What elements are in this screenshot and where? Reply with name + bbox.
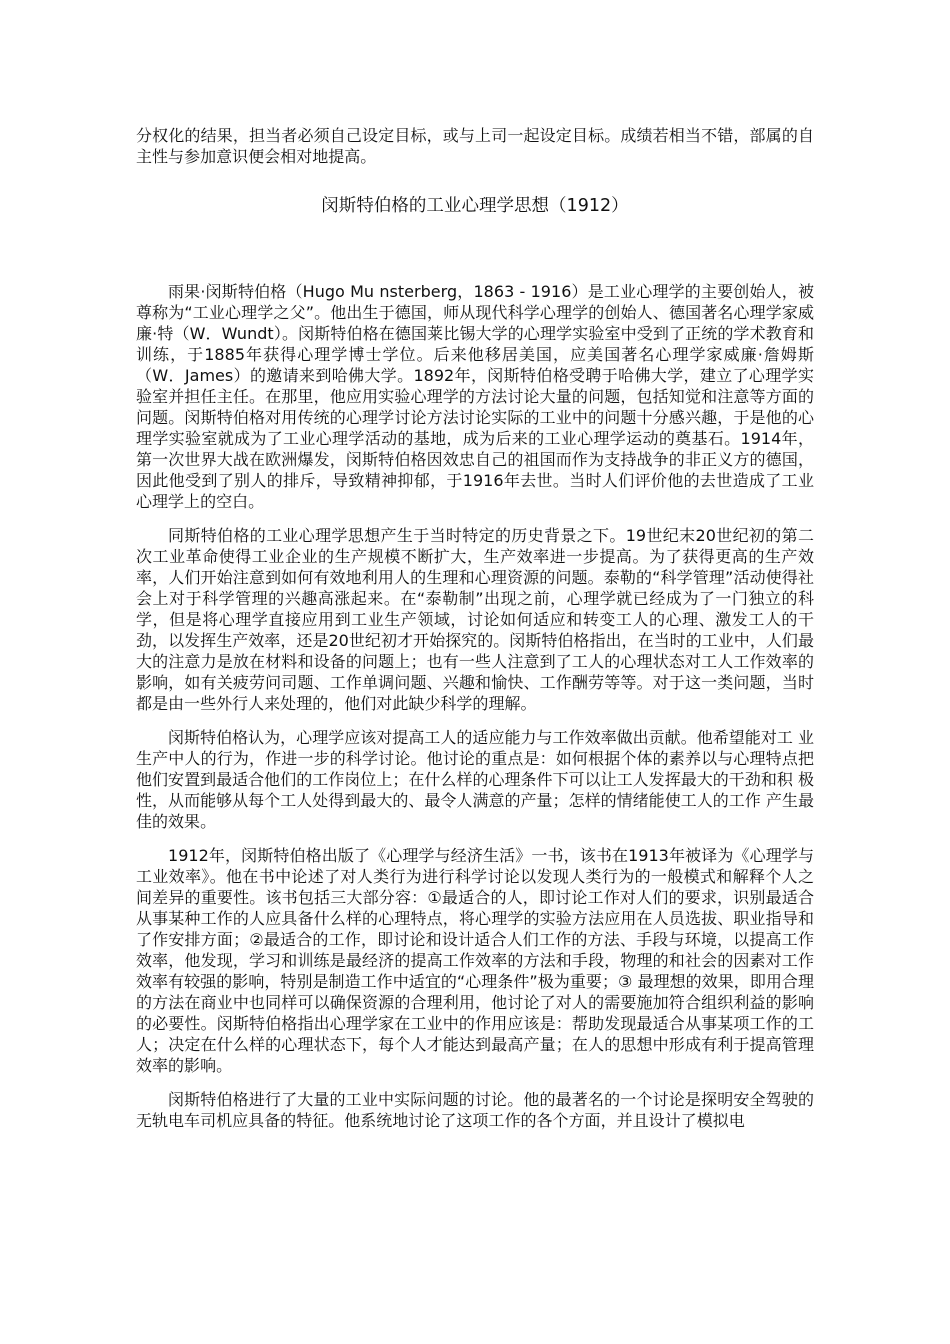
paragraph-book: 1912年，闵斯特伯格出版了《心理学与经济生活》一书，该书在1913年被译为《心理学与工业效率》。他在书中论述了对人类行为进行科学讨论以发现人类行为的一般模式和解释个人之间差异的重要性。该书包括三大部分容：①最适合的人，即讨论工作对人们的要求，识别最适合从事某种工作的人应具备什么样的心理特点，将心理学的实验方法应用在人员选拔、职业指导和了作安排方面；②最适合的工作，即讨论和设计适合人们工作的方法、手段与环境，以提高工作效率，他发现，学习和训练是最经济的提高工作效率的方法和手段，物理的和社会的因素对工作效率有较强的影响，特别是制造工作中适宜的“心理条件”极为重要；③ 最理想的效果，即用合理的方法在商业中也同样可以确保资源的合理利用，他讨论了对人的需要施加符合组织利益的影响的必要性。闵斯特伯格指出心理学家在工业中的作用应该是：帮助发现最适合从事某项工作的工人；决定在什么样的心理状态下，每个人才能达到最高产量；在人的思想中形成有利于提高管理效率的影响。 xyxy=(136,846,814,1075)
paragraph-research-focus: 闵斯特伯格认为，心理学应该对提高工人的适应能力与工作效率做出贡献。他希望能对工 业 生产中人的行为，作进一步的科学讨论。他讨论的重点是：如何根据个体的素养以与心理特点把他们安置到最适合他们的工作岗位上；在什么样的心理条件下可以让工人发挥最大的干劲和积 极性，从而能够从每个工人处得到最大的、最令人满意的产量；怎样的情绪能使工人的工作 产生最佳的效果。 xyxy=(136,728,814,831)
intro-paragraph: 分权化的结果，担当者必须自己设定目标，或与上司一起设定目标。成绩若相当不错，部属的自主性与参加意识便会相对地提高。 xyxy=(136,126,814,166)
document-body xyxy=(136,125,814,1144)
paragraph-biography: 雨果·闵斯特伯格（Hugo Mu nsterberg，1863 - 1916）是工业心理学的主要创始人，被尊称为“工业心理学之父”。他出生于德国，师从现代科学心理学的创始人、德国著名心理学家威廉·特（W．Wundt）。闵斯特伯格在德国莱比锡大学的心理学实验室中受到了正统的学术教育和训练，于1885年获得心理学博士学位。后来他移居美国，应美国著名心理学家威廉·詹姆斯（W．James）的邀请来到哈佛大学。1892年，闵斯特伯格受聘于哈佛大学，建立了心理学实验室并担任主任。在那里，他应用实验心理学的方法讨论大量的问题，包括知觉和注意等方面的问题。闵斯特伯格对用传统的心理学讨论方法讨论实际的工业中的问题十分感兴趣，于是他的心理学实验室就成为了工业心理学活动的基地，成为后来的工业心理学运动的奠基石。1914年，第一次世界大战在欧洲爆发，闵斯特伯格因效忠自己的祖国而作为支持战争的非正义方的德国，因此他受到了别人的排斥，导致精神抑郁，于1916年去世。当时人们评价他的去世造成了工业心理学上的空白。 xyxy=(136,282,814,511)
section-title: 闵斯特伯格的工业心理学思想（1912） xyxy=(321,196,629,216)
paragraph-practical-studies: 闵斯特伯格进行了大量的工业中实际问题的讨论。他的最著名的一个讨论是探明安全驾驶的无轨电车司机应具备的特征。他系统地讨论了这项工作的各个方面，并且设计了模拟电 xyxy=(136,1090,814,1130)
paragraph-background: 同斯特伯格的工业心理学思想产生于当时特定的历史背景之下。19世纪末20世纪初的第二次工业革命使得工业企业的生产规模不断扩大，生产效率进一步提高。为了获得更高的生产效率，人们开始注意到如何有效地利用人的生理和心理资源的问题。泰勒的“科学管理”活动使得社会上对于科学管理的兴趣高涨起来。在“泰勒制”出现之前，心理学就已经成为了一门独立的科学，但是将心理学直接应用到工业生产领域，讨论如何适应和转变工人的心理、激发工人的干劲，以发挥生产效率，还是20世纪初才开始探究的。闵斯特伯格指出，在当时的工业中，人们最大的注意力是放在材料和设备的问题上；也有一些人注意到了工人的心理状态对工人工作效率的影响，如有关疲劳问司题、工作单调问题、兴趣和愉快、工作酬劳等等。对于这一类问题，当时都是由一些外行人来处理的，他们对此缺少科学的理解。 xyxy=(136,526,814,713)
